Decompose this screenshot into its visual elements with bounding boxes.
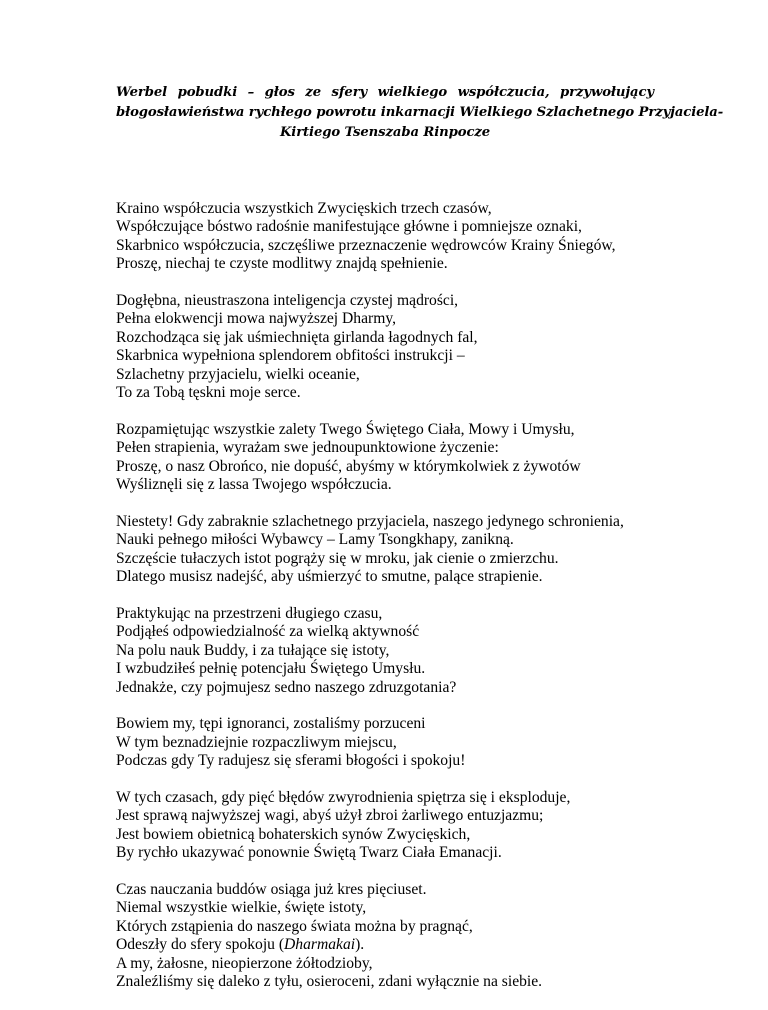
poem-line: Wyśliznęli się z lassa Twojego współczucia.	[116, 476, 392, 494]
poem-line: Skarbnica wypełniona splendorem obfitości instrukcji –	[116, 347, 465, 365]
poem-line: Proszę, o nasz Obrońco, nie dopuść, abyśmy w którymkolwiek z żywotów	[116, 457, 581, 475]
stanza-7	[116, 789, 676, 863]
poem-line: Rozpamiętując wszystkie zalety Twego Świętego Ciała, Mowy i Umysłu,	[116, 420, 575, 438]
poem-line: To za Tobą tęskni moje serce.	[116, 384, 301, 402]
poem-line: Jest sprawą najwyższej wagi, abyś użył zbroi żarliwego entuzjazmu;	[116, 807, 544, 825]
poem-line: Jest bowiem obietnicą bohaterskich synów Zwycięskich,	[116, 825, 471, 843]
poem-line: Odeszły do sfery spokoju (Dharmakai).	[116, 936, 365, 954]
poem-line: Niestety! Gdy zabraknie szlachetnego przyjaciela, naszego jedynego schronienia,	[116, 512, 624, 530]
poem-line: Skarbnico współczucia, szczęśliwe przeznaczenie wędrowców Krainy Śniegów,	[116, 236, 616, 254]
poem-line: Proszę, niechaj te czyste modlitwy znajdą spełnienie.	[116, 255, 448, 273]
poem-line: A my, żałosne, nieopierzone żółtodzioby,	[116, 954, 373, 972]
poem-line: I wzbudziłeś pełnię potencjału Świętego Umysłu.	[116, 660, 426, 678]
poem-line: Znaleźliśmy się daleko z tyłu, osieroceni, zdani wyłącznie na siebie.	[116, 972, 543, 990]
poem-line: Praktykując na przestrzeni długiego czasu,	[116, 604, 383, 622]
title-line-2: błogosławieństwa rychłego powrotu inkarnacji Wielkiego Szlachetnego Przyjaciela-	[116, 105, 724, 120]
poem-line: Pełna elokwencji mowa najwyższej Dharmy,	[116, 310, 397, 328]
poem-line: Na polu nauk Buddy, i za tułające się istoty,	[116, 641, 390, 659]
stanza-6	[116, 715, 676, 770]
stanza-2	[116, 292, 676, 402]
stanza-8	[116, 881, 676, 991]
poem-line: Współczujące bóstwo radośnie manifestujące główne i pomniejsze oznaki,	[116, 218, 582, 236]
poem-line: Szczęście tułaczych istot pogrąży się w mroku, jak cienie o zmierzchu.	[116, 549, 559, 567]
poem-line: Nauki pełnego miłości Wybawcy – Lamy Tsongkhapy, zanikną.	[116, 531, 514, 549]
poem-line: Podjąłeś odpowiedzialność za wielką aktywność	[116, 623, 420, 641]
stanza-1	[116, 200, 676, 274]
stanza-5	[116, 605, 676, 697]
poem-line: Których zstąpienia do naszego świata można by pragnąć,	[116, 917, 473, 935]
poem-line: By rychło ukazywać ponownie Świętą Twarz Ciała Emanacji.	[116, 844, 502, 862]
stanza-4	[116, 513, 676, 587]
dharmakai-term: Dharmakai	[284, 936, 356, 954]
stanza-3	[116, 421, 676, 495]
poem-line: W tym beznadziejnie rozpaczliwym miejscu,	[116, 733, 397, 751]
poem-line: Dogłębna, nieustraszona inteligencja czystej mądrości,	[116, 292, 459, 310]
poem-line: Niemal wszystkie wielkie, święte istoty,	[116, 899, 367, 917]
poem-body	[116, 200, 676, 1010]
poem-line: Czas nauczania buddów osiąga już kres pięciuset.	[116, 880, 427, 898]
poem-line: Dlatego musisz nadejść, aby uśmierzyć to smutne, palące strapienie.	[116, 568, 543, 586]
poem-line: Jednakże, czy pojmujesz sedno naszego zdruzgotania?	[116, 678, 457, 696]
poem-line: Pełen strapienia, wyrażam swe jednoupunktowione życzenie:	[116, 439, 499, 457]
poem-line: Rozchodząca się jak uśmiechnięta girlanda łagodnych fal,	[116, 328, 478, 346]
title-line-1: Werbel pobudki – głos ze sfery wielkiego współczucia, przywołujący	[116, 85, 654, 100]
poem-line: Szlachetny przyjacielu, wielki oceanie,	[116, 365, 360, 383]
document-title	[116, 83, 724, 143]
title-line-3: Kirtiego Tsenszaba Rinpocze	[279, 125, 491, 140]
poem-line: Bowiem my, tępi ignoranci, zostaliśmy porzuceni	[116, 715, 426, 733]
poem-line: Podczas gdy Ty radujesz się sferami błogości i spokoju!	[116, 752, 466, 770]
poem-line: W tych czasach, gdy pięć błędów zwyrodnienia spiętrza się i eksploduje,	[116, 788, 571, 806]
poem-line: Kraino współczucia wszystkich Zwycięskich trzech czasów,	[116, 200, 492, 217]
